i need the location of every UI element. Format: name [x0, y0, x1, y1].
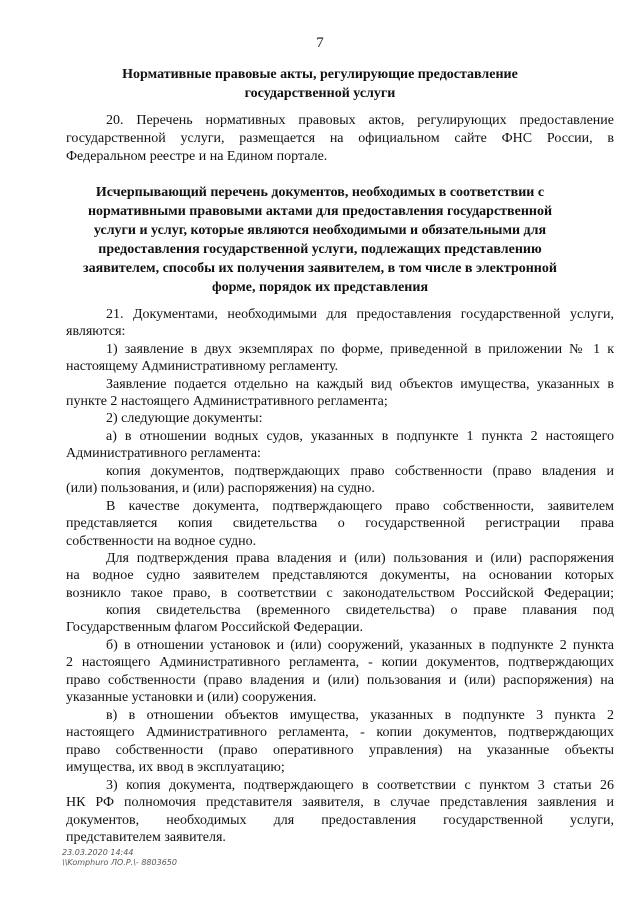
paragraph-line: Для подтверждения права владения и (или) пользования и (или) распоряжения — [106, 551, 614, 566]
paragraph-line: Административного регламента: — [66, 446, 261, 461]
paragraph-line: копия свидетельства (временного свидетельства) о праве плавания под — [106, 603, 614, 618]
section-heading-line: предоставления государственной услуги, подлежащих представлению — [98, 242, 542, 257]
paragraph-line: представляется копия свидетельства о государственной регистрации права — [66, 516, 614, 531]
page-number: 7 — [316, 35, 324, 51]
paragraph-line: б) в отношении установок и (или) сооружений, указанных в подпункте 2 пункта — [106, 638, 614, 653]
footer-file-path: \\Komphuro ЛО.Р.\- 8803650 — [62, 858, 177, 867]
paragraph-line: в) в отношении объектов имущества, указанных в подпункте 3 пункта 2 — [106, 708, 614, 723]
section-heading-line: государственной услуги — [244, 86, 396, 101]
paragraph-line: настоящему Административному регламенту. — [66, 359, 339, 374]
paragraph-line: 2) следующие документы: — [106, 411, 263, 426]
paragraph-line: право собственности (право владения и (или) пользования и (или) распоряжения) на — [66, 673, 614, 688]
paragraph-line: НК РФ полномочия представителя заявителя, в случае представления заявления и — [66, 795, 614, 810]
paragraph-line: Федеральном реестре и на Едином портале. — [66, 149, 328, 164]
paragraph-line: 3) копия документа, подтверждающего в соответствии с пунктом 3 статьи 26 — [106, 778, 614, 793]
paragraph-line: 20. Перечень нормативных правовых актов, регулирующих предоставление — [106, 113, 614, 128]
paragraph-line: (или) пользования, и (или) распоряжения) на судно. — [66, 481, 375, 496]
paragraph-line: являются: — [66, 324, 126, 339]
paragraph-line: на водное судно заявителем представляются документы, на основании которых — [66, 568, 614, 583]
paragraph-line: представителем заявителя. — [66, 830, 226, 845]
paragraph-line: пункте 2 настоящего Административного регламента; — [66, 394, 388, 409]
paragraph-line: копия документов, подтверждающих право собственности (право владения и — [106, 464, 614, 479]
paragraph-line: указанные установки и (или) сооружения. — [66, 690, 317, 705]
paragraph-line: собственности на водное судно. — [66, 534, 257, 549]
paragraph-line: настоящего Административного регламента, - копии документов, подтверждающих — [66, 725, 614, 740]
section-heading-line: нормативными правовыми актами для предоставления государственной — [87, 204, 553, 219]
paragraph-line: документов, необходимых для предоставления государственной услуги, — [66, 813, 614, 828]
paragraph-line: имущества, их ввод в эксплуатацию; — [66, 760, 285, 775]
paragraph-line: право собственности (право оперативного управления) на указанные объекты — [66, 743, 614, 758]
paragraph-line: возникло такое право, в соответствии с законодательством Российской Федерации; — [66, 586, 614, 601]
section-heading-line: заявителем, способы их получения заявителем, в том числе в электронной — [83, 261, 557, 276]
paragraph-line: 1) заявление в двух экземплярах по форме, приведенной в приложении № 1 к — [106, 342, 614, 357]
paragraph-line: 21. Документами, необходимыми для предоставления государственной услуги, — [106, 307, 614, 322]
paragraph-line: Государственным флагом Российской Федерации. — [66, 620, 364, 635]
paragraph-line: Заявление подается отдельно на каждый вид объектов имущества, указанных в — [106, 377, 614, 392]
paragraph-line: В качестве документа, подтверждающего право собственности, заявителем — [106, 499, 614, 514]
paragraph-line: а) в отношении водных судов, указанных в подпункте 1 пункта 2 настоящего — [106, 429, 614, 444]
section-heading-line: услуги и услуг, которые являются необходимыми и обязательными для — [93, 223, 547, 238]
section-heading-line: Исчерпывающий перечень документов, необходимых в соответствии с — [95, 185, 545, 200]
section-heading-line: Нормативные правовые акты, регулирующие предоставление — [122, 67, 518, 82]
footer-timestamp: 23.03.2020 14:44 — [62, 848, 134, 857]
paragraph-line: 2 настоящего Административного регламента, - копии документов, подтверждающих — [66, 655, 614, 670]
paragraph-line: государственной услуги, размещается на официальном сайте ФНС России, в — [66, 131, 614, 146]
section-heading-line: форме, порядок их представления — [211, 280, 429, 295]
